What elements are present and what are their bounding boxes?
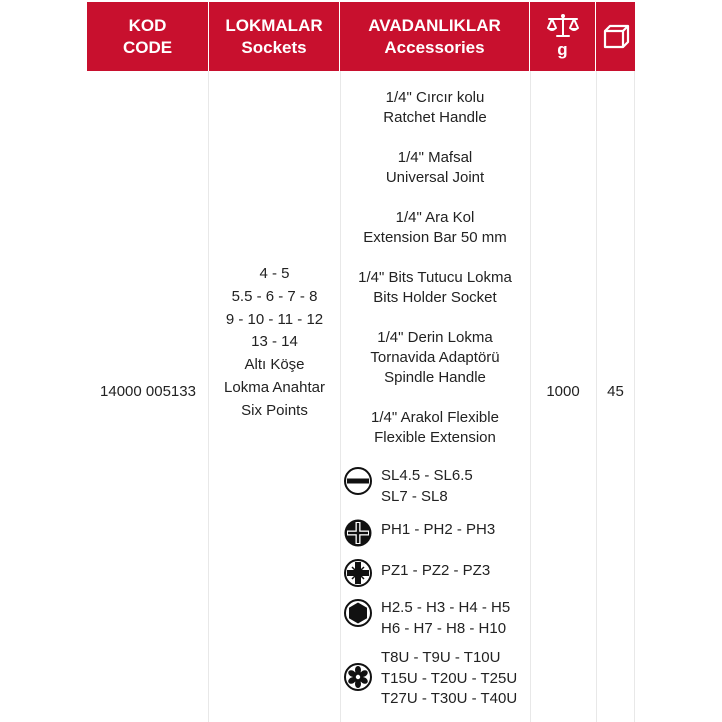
accessory-tr: 1/4" Arakol Flexible — [371, 409, 499, 426]
socket-line: 13 - 14 — [251, 333, 298, 351]
bit-sizes — [381, 561, 490, 582]
bit-line: T15U - T20U - T25U — [381, 669, 518, 687]
socket-line: 4 - 5 — [259, 265, 290, 282]
header-sockets — [209, 2, 340, 71]
weight-unit: g — [557, 39, 568, 59]
bit-sizes — [381, 466, 473, 507]
bit-hex — [343, 598, 510, 639]
accessory-tr: 1/4" Mafsal — [397, 149, 473, 166]
bit-line: SL7 - SL8 — [381, 487, 448, 505]
bit-torx — [343, 648, 517, 710]
slotted-icon — [343, 466, 373, 496]
accessory-en: Bits Holder Socket — [373, 289, 497, 306]
scale-icon — [545, 13, 581, 39]
bit-slotted — [343, 466, 473, 507]
header-sockets-tr: LOKMALAR — [225, 15, 323, 35]
accessory-en: Ratchet Handle — [383, 109, 487, 126]
torx-icon — [343, 662, 373, 692]
accessory-item — [340, 268, 530, 308]
accessory-en: Tornavida Adaptörü — [370, 349, 500, 366]
quantity-value: 45 — [607, 383, 624, 400]
accessory-tr: 1/4" Derin Lokma — [377, 329, 493, 346]
accessory-item — [340, 148, 530, 188]
accessory-item — [340, 208, 530, 248]
header-quantity — [596, 2, 635, 71]
hex-icon — [343, 598, 373, 628]
phillips-icon — [343, 518, 373, 548]
socket-line: 9 - 10 - 11 - 12 — [225, 310, 324, 328]
accessory-item — [340, 88, 530, 128]
bit-phillips — [343, 518, 495, 548]
bit-line: T27U - T30U - T40U — [381, 690, 518, 707]
accessory-tr: 1/4" Bits Tutucu Lokma — [358, 269, 512, 286]
box-icon — [602, 24, 630, 50]
accessory-en: Spindle Handle — [384, 369, 486, 386]
accessory-tr: 1/4" Ara Kol — [395, 209, 475, 226]
accessory-item — [340, 408, 530, 448]
header-code — [87, 2, 209, 71]
bit-line: H6 - H7 - H8 - H10 — [381, 619, 507, 637]
header-sockets-en: Sockets — [241, 37, 307, 57]
bit-sizes — [381, 598, 510, 639]
weight-value: 1000 — [546, 383, 580, 400]
socket-sizes — [209, 263, 340, 423]
accessory-en: Universal Joint — [385, 169, 485, 186]
header-code-tr: KOD — [128, 15, 167, 35]
bit-line: H2.5 - H3 - H4 - H5 — [381, 599, 511, 616]
header-accessories — [340, 2, 530, 71]
table-header — [87, 2, 635, 71]
pozidriv-icon — [343, 558, 373, 588]
socket-line: Altı Köşe — [244, 356, 305, 374]
header-weight — [530, 2, 596, 71]
bit-line: PH1 - PH2 - PH3 — [381, 521, 496, 538]
header-code-en: CODE — [122, 37, 173, 57]
product-code: 14000 005133 — [100, 383, 196, 400]
bit-pozidriv — [343, 558, 490, 588]
header-accessories-tr: AVADANLIKLAR — [368, 15, 501, 35]
header-accessories-en: Accessories — [384, 37, 485, 57]
accessory-tr: 1/4" Cırcır kolu — [385, 89, 485, 106]
accessory-en: Extension Bar 50 mm — [363, 229, 507, 246]
socket-line: Six Points — [241, 401, 308, 419]
bit-line: PZ1 - PZ2 - PZ3 — [381, 562, 491, 579]
socket-line: 5.5 - 6 - 7 - 8 — [231, 287, 318, 305]
accessory-en: Flexible Extension — [374, 429, 496, 446]
bit-line: T8U - T9U - T10U — [381, 649, 501, 666]
bit-sizes — [381, 520, 495, 541]
accessories-list — [340, 88, 530, 468]
bit-sizes — [381, 648, 517, 710]
socket-line: Lokma Anahtar — [224, 378, 325, 396]
accessory-item — [340, 328, 530, 388]
bit-line: SL4.5 - SL6.5 — [381, 467, 473, 484]
